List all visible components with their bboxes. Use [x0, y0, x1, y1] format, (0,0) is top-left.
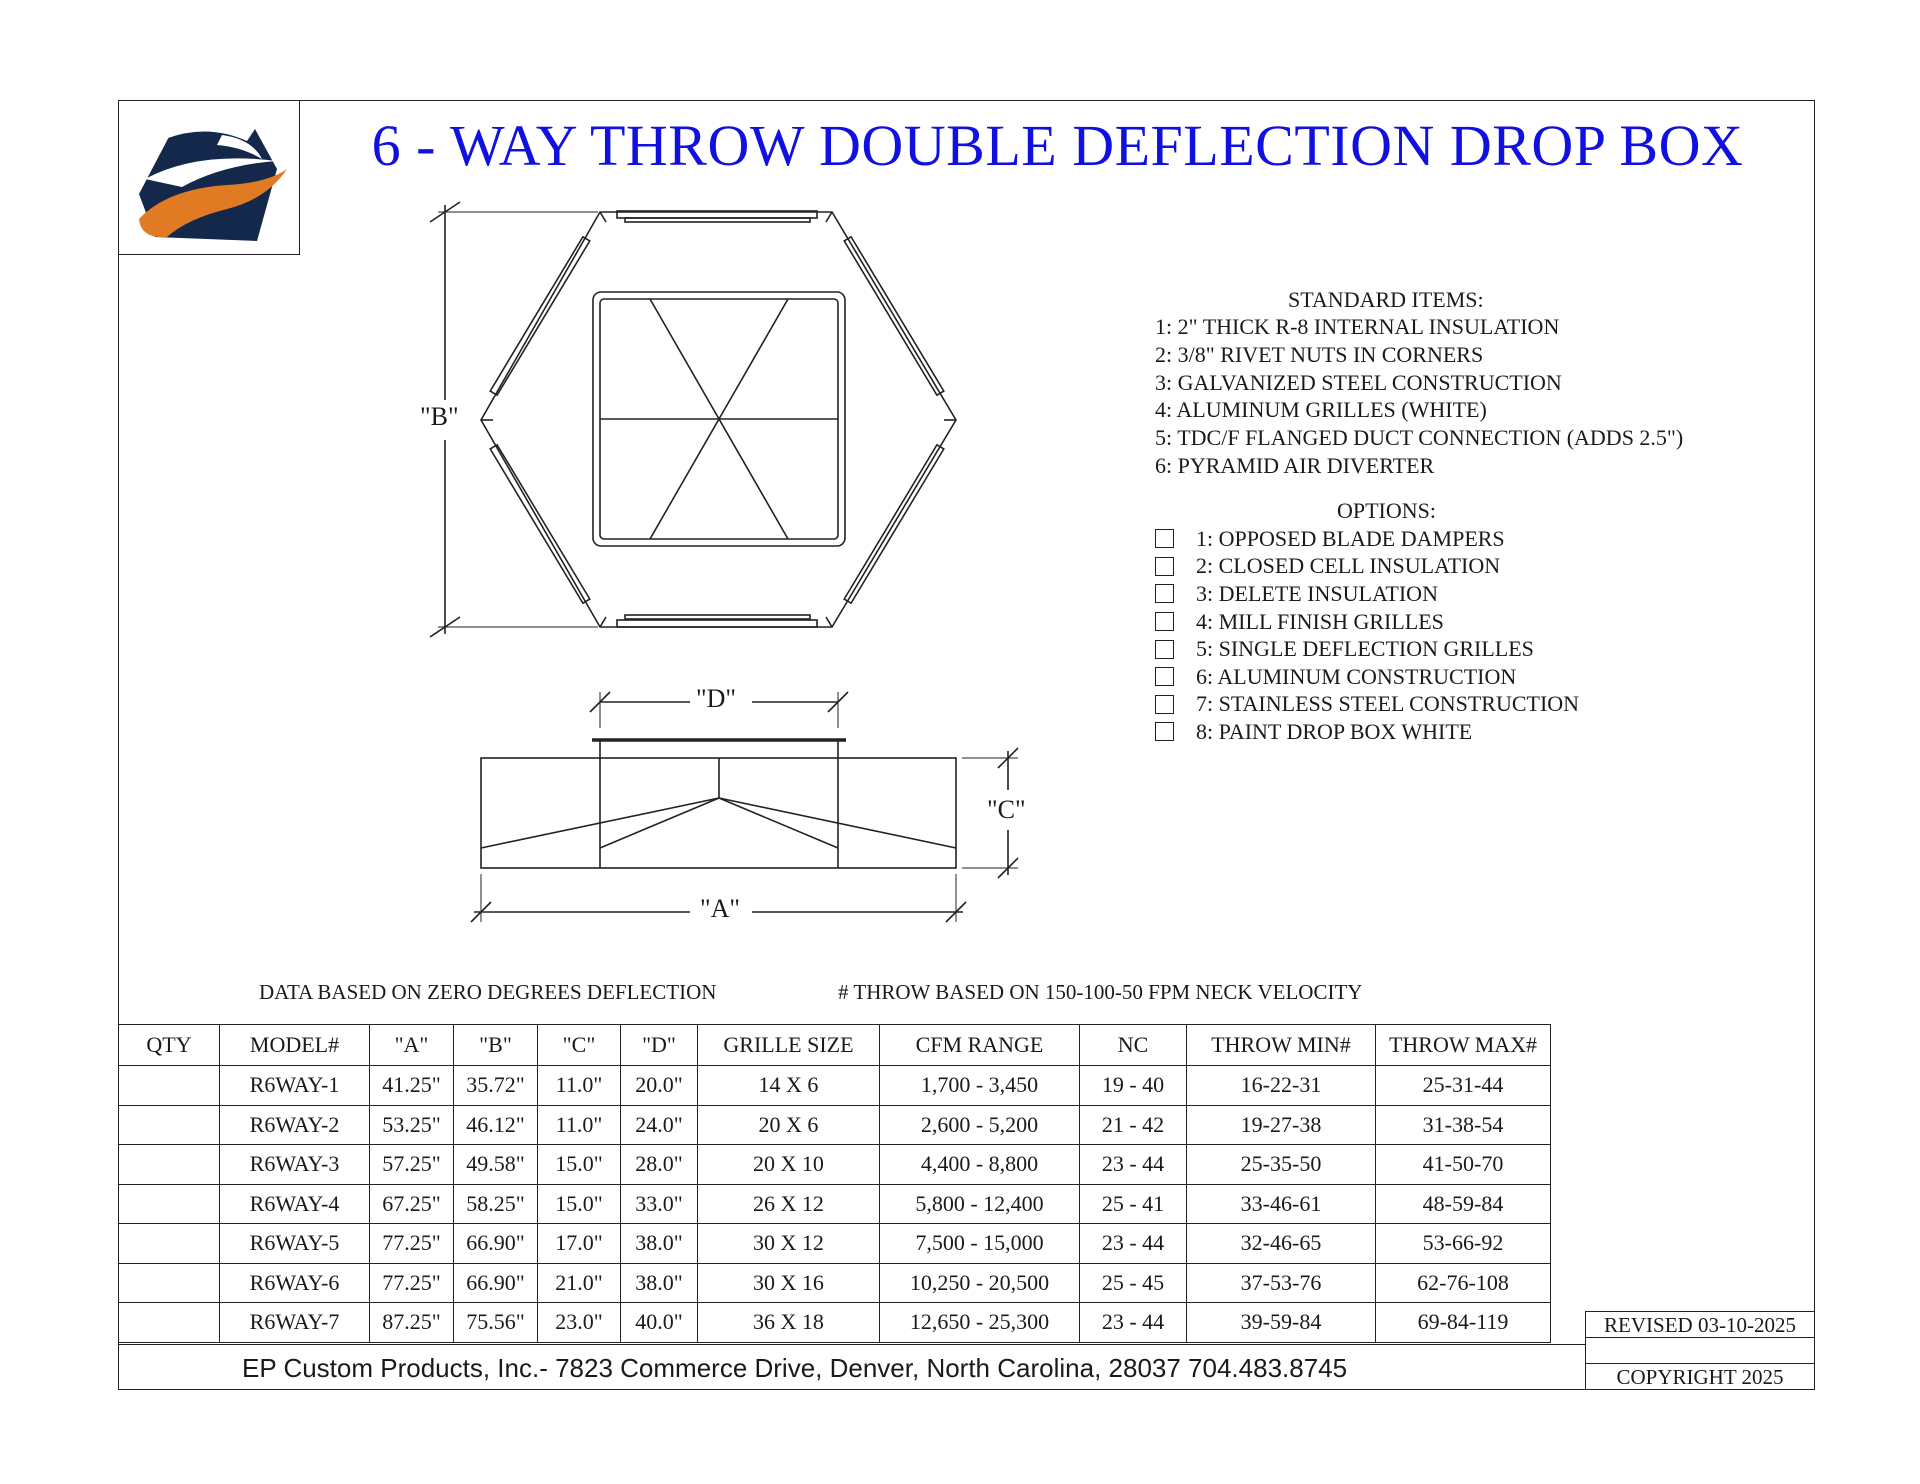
column-header-d: "D"	[621, 1025, 698, 1066]
table-cell: 19-27-38	[1187, 1105, 1376, 1145]
standard-item: 5: TDC/F FLANGED DUCT CONNECTION (ADDS 2.5")	[1155, 425, 1684, 451]
standard-item: 2: 3/8" RIVET NUTS IN CORNERS	[1155, 341, 1484, 367]
table-cell: 26 X 12	[698, 1184, 880, 1224]
table-cell: 17.0"	[538, 1224, 621, 1264]
table-cell: 19 - 40	[1080, 1066, 1187, 1106]
option-row	[1155, 608, 1579, 636]
table-row	[119, 1303, 1551, 1343]
spec-table	[118, 1024, 1551, 1343]
table-cell: 15.0"	[538, 1145, 621, 1185]
table-cell: 53-66-92	[1376, 1224, 1551, 1264]
table-cell: 41-50-70	[1376, 1145, 1551, 1185]
table-cell: 25-31-44	[1376, 1066, 1551, 1106]
table-cell: 25 - 45	[1080, 1263, 1187, 1303]
table-cell: 62-76-108	[1376, 1263, 1551, 1303]
column-header-qty: QTY	[119, 1025, 220, 1066]
column-header-throw-max: THROW MAX#	[1376, 1025, 1551, 1066]
table-row	[119, 1145, 1551, 1185]
table-cell: 28.0"	[621, 1145, 698, 1185]
table-cell: 15.0"	[538, 1184, 621, 1224]
elevation-view	[481, 740, 956, 868]
qty-cell[interactable]	[119, 1145, 220, 1185]
qty-cell[interactable]	[119, 1263, 220, 1303]
table-cell: 77.25"	[370, 1224, 454, 1264]
table-cell: R6WAY-3	[220, 1145, 370, 1185]
table-cell: 20 X 10	[698, 1145, 880, 1185]
table-cell: 30 X 12	[698, 1224, 880, 1264]
standard-items-list	[1155, 313, 1683, 480]
option-label: 6: ALUMINUM CONSTRUCTION	[1196, 663, 1517, 689]
column-header-model: MODEL#	[220, 1025, 370, 1066]
plan-view-hexagon	[481, 211, 956, 627]
option-label: 5: SINGLE DEFLECTION GRILLES	[1196, 636, 1534, 662]
column-header-cfm-range: CFM RANGE	[880, 1025, 1080, 1066]
table-cell: 75.56"	[454, 1303, 538, 1343]
table-cell: R6WAY-6	[220, 1263, 370, 1303]
option-label: 4: MILL FINISH GRILLES	[1196, 608, 1444, 634]
table-cell: 21.0"	[538, 1263, 621, 1303]
revision-block	[1585, 1311, 1815, 1390]
table-row	[119, 1263, 1551, 1303]
company-address: EP Custom Products, Inc.- 7823 Commerce Drive, Denver, North Carolina, 28037 704.483.8745	[242, 1353, 1348, 1383]
option-label: 7: STAINLESS STEEL CONSTRUCTION	[1196, 691, 1580, 717]
option-checkbox[interactable]	[1155, 640, 1174, 659]
option-checkbox[interactable]	[1155, 695, 1174, 714]
table-cell: 12,650 - 25,300	[880, 1303, 1080, 1343]
table-cell: 39-59-84	[1187, 1303, 1376, 1343]
table-cell: 87.25"	[370, 1303, 454, 1343]
table-cell: 21 - 42	[1080, 1105, 1187, 1145]
standard-items-heading: STANDARD ITEMS:	[1288, 287, 1484, 312]
column-header-throw-min: THROW MIN#	[1187, 1025, 1376, 1066]
page-title: 6 - WAY THROW DOUBLE DEFLECTION DROP BOX	[371, 113, 1744, 178]
table-cell: 23.0"	[538, 1303, 621, 1343]
table-row	[119, 1066, 1551, 1106]
table-cell: 25-35-50	[1187, 1145, 1376, 1185]
table-cell: R6WAY-5	[220, 1224, 370, 1264]
revised-date: REVISED 03-10-2025	[1586, 1312, 1814, 1338]
table-cell: 7,500 - 15,000	[880, 1224, 1080, 1264]
table-cell: 32-46-65	[1187, 1224, 1376, 1264]
footer	[118, 1344, 1585, 1390]
table-cell: 57.25"	[370, 1145, 454, 1185]
table-cell: 11.0"	[538, 1066, 621, 1106]
table-cell: 23 - 44	[1080, 1303, 1187, 1343]
table-cell: 14 X 6	[698, 1066, 880, 1106]
dimension-c-label: "C"	[987, 795, 1026, 824]
table-cell: 16-22-31	[1187, 1066, 1376, 1106]
table-cell: 66.90"	[454, 1224, 538, 1264]
table-cell: 33.0"	[621, 1184, 698, 1224]
copyright: COPYRIGHT 2025	[1616, 1365, 1784, 1389]
option-checkbox[interactable]	[1155, 667, 1174, 686]
table-cell: 31-38-54	[1376, 1105, 1551, 1145]
option-label: 2: CLOSED CELL INSULATION	[1196, 553, 1501, 579]
note-throw: # THROW BASED ON 150-100-50 FPM NECK VELOCITY	[838, 980, 1363, 1004]
table-cell: 23 - 44	[1080, 1145, 1187, 1185]
table-cell: 35.72"	[454, 1066, 538, 1106]
column-header-b: "B"	[454, 1025, 538, 1066]
option-label: 1: OPPOSED BLADE DAMPERS	[1196, 525, 1505, 551]
table-cell: 53.25"	[370, 1105, 454, 1145]
options-heading: OPTIONS:	[1337, 498, 1437, 523]
revision-blank	[1586, 1338, 1814, 1364]
table-header-row	[119, 1025, 1551, 1066]
table-cell: 10,250 - 20,500	[880, 1263, 1080, 1303]
table-cell: 37-53-76	[1187, 1263, 1376, 1303]
table-cell: 20.0"	[621, 1066, 698, 1106]
column-header-c: "C"	[538, 1025, 621, 1066]
options-list	[1155, 525, 1579, 746]
table-cell: R6WAY-4	[220, 1184, 370, 1224]
option-row	[1155, 718, 1579, 746]
table-cell: 67.25"	[370, 1184, 454, 1224]
column-header-a: "A"	[370, 1025, 454, 1066]
table-cell: 77.25"	[370, 1263, 454, 1303]
table-cell: 20 X 6	[698, 1105, 880, 1145]
standard-item: 1: 2" THICK R-8 INTERNAL INSULATION	[1155, 314, 1560, 339]
table-cell: 23 - 44	[1080, 1224, 1187, 1264]
table-cell: R6WAY-7	[220, 1303, 370, 1343]
option-row	[1155, 580, 1579, 608]
table-cell: 69-84-119	[1376, 1303, 1551, 1343]
table-cell: 38.0"	[621, 1263, 698, 1303]
column-header-nc: NC	[1080, 1025, 1187, 1066]
table-cell: 33-46-61	[1187, 1184, 1376, 1224]
table-cell: 48-59-84	[1376, 1184, 1551, 1224]
option-checkbox[interactable]	[1155, 584, 1174, 603]
option-label: 3: DELETE INSULATION	[1196, 580, 1438, 606]
option-row	[1155, 691, 1579, 719]
table-cell: 4,400 - 8,800	[880, 1145, 1080, 1185]
option-row	[1155, 553, 1579, 581]
table-cell: 24.0"	[621, 1105, 698, 1145]
qty-cell[interactable]	[119, 1066, 220, 1106]
option-row	[1155, 525, 1579, 553]
option-row	[1155, 635, 1579, 663]
qty-cell[interactable]	[119, 1105, 220, 1145]
table-row	[119, 1105, 1551, 1145]
table-cell: 46.12"	[454, 1105, 538, 1145]
option-checkbox[interactable]	[1155, 557, 1174, 576]
option-checkbox[interactable]	[1155, 529, 1174, 548]
qty-cell[interactable]	[119, 1303, 220, 1343]
table-cell: 40.0"	[621, 1303, 698, 1343]
table-cell: 5,800 - 12,400	[880, 1184, 1080, 1224]
table-cell: 25 - 41	[1080, 1184, 1187, 1224]
option-row	[1155, 663, 1579, 691]
qty-cell[interactable]	[119, 1184, 220, 1224]
dimension-b-label: "B"	[420, 402, 459, 431]
table-cell: 58.25"	[454, 1184, 538, 1224]
table-cell: 11.0"	[538, 1105, 621, 1145]
table-cell: R6WAY-2	[220, 1105, 370, 1145]
table-cell: 1,700 - 3,450	[880, 1066, 1080, 1106]
table-cell: 49.58"	[454, 1145, 538, 1185]
table-cell: 38.0"	[621, 1224, 698, 1264]
standard-item: 4: ALUMINUM GRILLES (WHITE)	[1155, 397, 1487, 423]
table-cell: 2,600 - 5,200	[880, 1105, 1080, 1145]
dimension-a-label: "A"	[700, 894, 741, 923]
table-cell: 66.90"	[454, 1263, 538, 1303]
option-checkbox[interactable]	[1155, 722, 1174, 741]
note-deflection: DATA BASED ON ZERO DEGREES DEFLECTION	[259, 980, 717, 1004]
option-label: 8: PAINT DROP BOX WHITE	[1196, 718, 1473, 744]
column-header-grille-size: GRILLE SIZE	[698, 1025, 880, 1066]
qty-cell[interactable]	[119, 1224, 220, 1264]
standard-item: 6: PYRAMID AIR DIVERTER	[1155, 452, 1435, 478]
table-cell: R6WAY-1	[220, 1066, 370, 1106]
table-row	[119, 1184, 1551, 1224]
dimension-d-label: "D"	[696, 684, 737, 713]
option-checkbox[interactable]	[1155, 612, 1174, 631]
table-cell: 30 X 16	[698, 1263, 880, 1303]
table-cell: 36 X 18	[698, 1303, 880, 1343]
standard-item: 3: GALVANIZED STEEL CONSTRUCTION	[1155, 369, 1562, 395]
table-cell: 41.25"	[370, 1066, 454, 1106]
table-row	[119, 1224, 1551, 1264]
